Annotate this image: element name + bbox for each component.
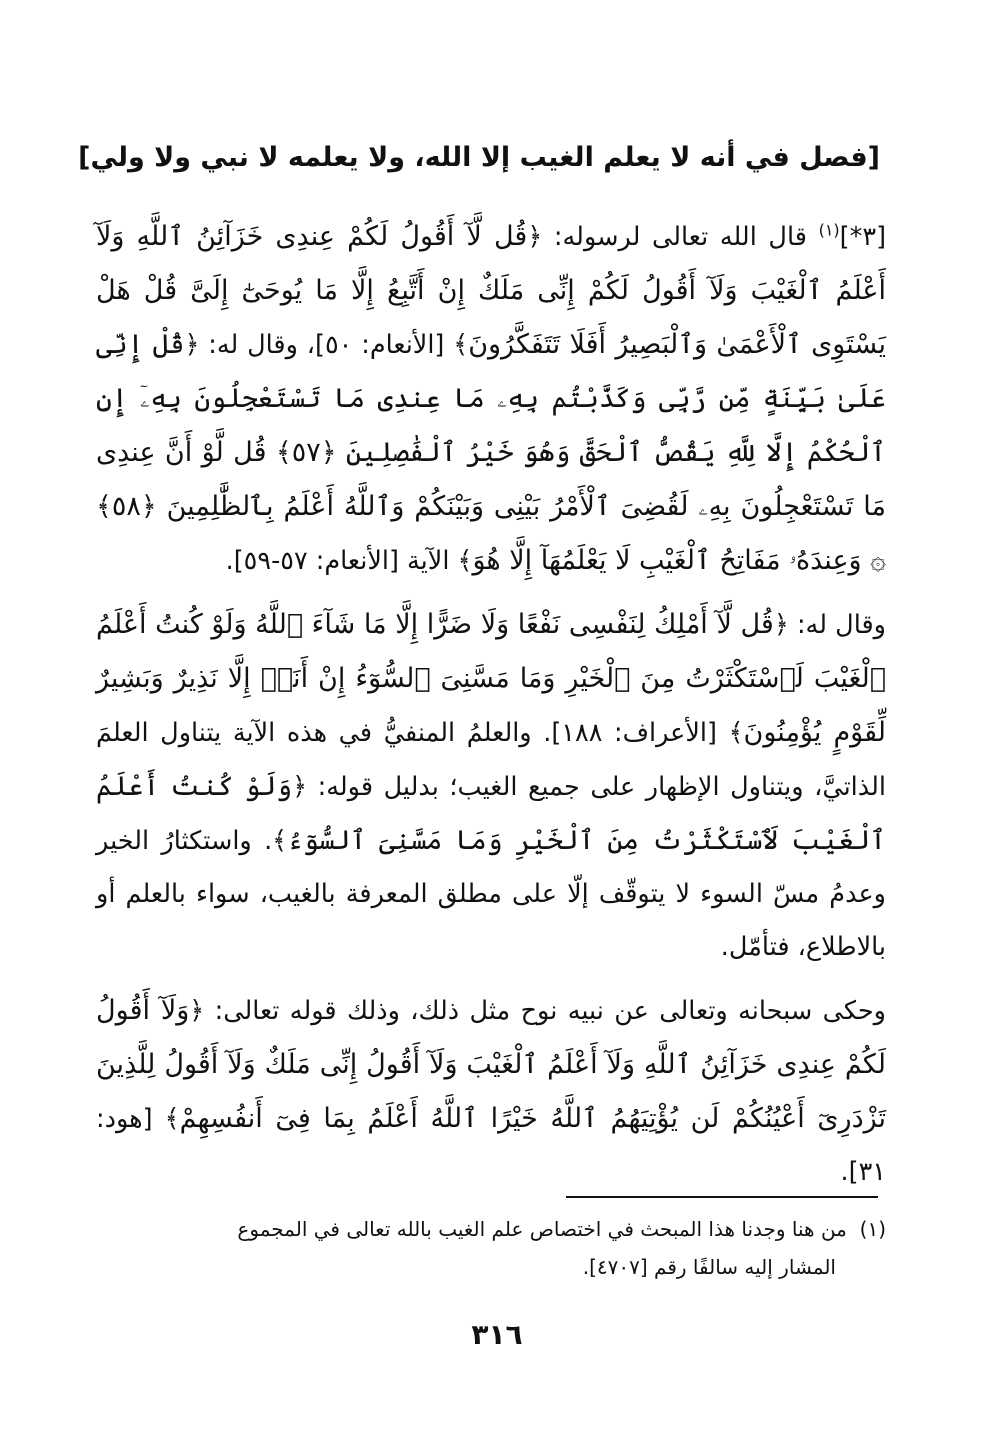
footnote (100, 1210, 886, 1286)
quran-verse-hud-31: وَلَآ أَقُولُ لَكُمْ عِندِى خَزَآئِنُ ٱللَّهِ وَلَآ أَعْلَمُ ٱلْغَيْبَ وَلَآ أَقُولُ إِنِّى مَلَكٌ وَلَآ أَقُولُ لِلَّذِينَ تَزْدَرِىٓ أَعْيُنُكُمْ لَن يُؤْتِيَهُمُ ٱللَّهُ خَيْرًا ٱللَّهُ أَعْلَمُ بِمَا فِىٓ أَنفُسِهِمْ (96, 995, 887, 1134)
verse-open-brace: ﴿ (184, 330, 200, 360)
verse-close-brace: ﴾ (457, 546, 473, 576)
footnote-number: (١) (859, 1217, 886, 1241)
citation-araf-188: [الأعراف: ١٨٨]. (543, 718, 717, 748)
verse-close-brace: ﴾. (264, 826, 288, 856)
paragraph-3-lead: وحكى سبحانه وتعالى عن نبيه نوح مثل ذلك، وذلك قوله تعالى: (214, 996, 886, 1026)
quran-verse-araf-188: قُل لَّآ أَمْلِكُ لِنَفْسِى نَفْعًا وَلَا ضَرًّا إِلَّا مَا شَآءَ ٱللَّهُ وَلَوْ كُنتُ أَعْلَمُ ٱلْغَيْبَ لَٱسْتَكْثَرْتُ مِنَ ٱلْخَيْرِ وَمَا مَسَّنِىَ ٱلسُّوٓءُ إِنْ أَنَا۠ إِلَّا نَذِيرٌ وَبَشِيرٌ لِّقَوْمٍ يُؤْمِنُونَ (96, 609, 887, 748)
footnote-text-1: من هنا وجدنا هذا المبحث في اختصاص علم الغيب بالله تعالى في المجموع (237, 1217, 847, 1241)
paragraph-1-lead: قال الله تعالى لرسوله: (553, 222, 807, 252)
citation-anam-57-59: الآية [الأنعام: ٥٧-٥٩]. (225, 546, 450, 576)
quran-verse-anam-50: قُل لَّآ أَقُولُ لَكُمْ عِندِى خَزَآئِنُ ٱللَّهِ وَلَآ أَعْلَمُ ٱلْغَيْبَ وَلَآ أَقُولُ لَكُمْ إِنِّى مَلَكٌ إِنْ أَتَّبِعُ إِلَّا مَا يُوحَىٰٓ إِلَىَّ قُلْ هَلْ يَسْتَوِى ٱلْأَعْمَىٰ وَٱلْبَصِيرُ أَفَلَا تَتَفَكَّرُونَ (96, 221, 886, 360)
verse-open-brace: ﴿ (527, 222, 543, 252)
footnote-reference: (١) (818, 220, 840, 240)
footnote-separator (566, 1196, 878, 1198)
main-text (96, 210, 886, 1209)
verse-close-brace: ﴾ (453, 330, 469, 360)
citation-anam-50: [الأنعام: ٥٠]، وقال له: (208, 330, 445, 360)
paragraph-2-lead: وقال له: (796, 610, 886, 640)
footnote-line-1 (100, 1210, 886, 1248)
verse-close-brace: ﴾ (728, 718, 744, 748)
paragraph-2 (96, 598, 886, 974)
verse-open-brace: ﴿ (292, 772, 308, 802)
verse-open-brace: ﴿ (773, 610, 789, 640)
section-marker: [٣*] (839, 222, 887, 252)
citation-hud-31: [هود: ٣١]. (96, 1104, 886, 1187)
paragraph-2-conclusion: واستكثارُ الخير وعدمُ مسّ السوء لا يتوقّف إلّا على مطلق المعرفة بالغيب، سواء بالعلم أو بالاطلاع، فتأمّل. (96, 826, 886, 962)
paragraph-1 (96, 210, 886, 588)
paragraph-2-commentary: والعلمُ المنفيُّ في هذه الآية يتناول العلمَ الذاتيَّ، ويتناول الإظهار على جميع الغيب؛ بدليل قوله: (96, 718, 886, 802)
verse-open-brace: ﴿ (189, 996, 205, 1026)
quran-verse-anam-57-59: قُلْ إِنِّى عَلَىٰ بَيِّنَةٍ مِّن رَّبِّى وَكَذَّبْتُم بِهِۦ مَا عِندِى مَا تَسْتَعْجِلُونَ بِهِۦٓ إِنِ ٱلْحُكْمُ إِلَّا لِلَّهِ يَقُصُّ ٱلْحَقَّ وَهُوَ خَيْرُ ٱلْفَٰصِلِينَ ﴿٥٧﴾ قُل لَّوْ أَنَّ عِندِى مَا تَسْتَعْجِلُونَ بِهِۦ لَقُضِىَ ٱلْأَمْرُ بَيْنِى وَبَيْنَكُمْ وَٱللَّهُ أَعْلَمُ بِٱلظَّٰلِمِينَ ﴿٥٨﴾ ۞ وَعِندَهُۥ مَفَاتِحُ ٱلْغَيْبِ لَا يَعْلَمُهَآ إِلَّا هُوَ (96, 329, 887, 576)
page-number: ٣١٦ (471, 1318, 523, 1351)
quran-verse-araf-188-excerpt: وَلَوْ كُنتُ أَعْلَمُ ٱلْغَيْبَ لَٱسْتَكْثَرْتُ مِنَ ٱلْخَيْرِ وَمَا مَسَّنِىَ ٱلسُّوٓءُ (96, 771, 886, 856)
section-heading: [فصل في أنه لا يعلم الغيب إلا الله، ولا يعلمه لا نبي ولا ولي] (78, 142, 880, 173)
verse-close-brace: ﴾ (164, 1104, 180, 1134)
footnote-line-2: المشار إليه سالفًا رقم [٤٧٠٧]. (582, 1255, 836, 1279)
paragraph-3 (96, 984, 886, 1199)
